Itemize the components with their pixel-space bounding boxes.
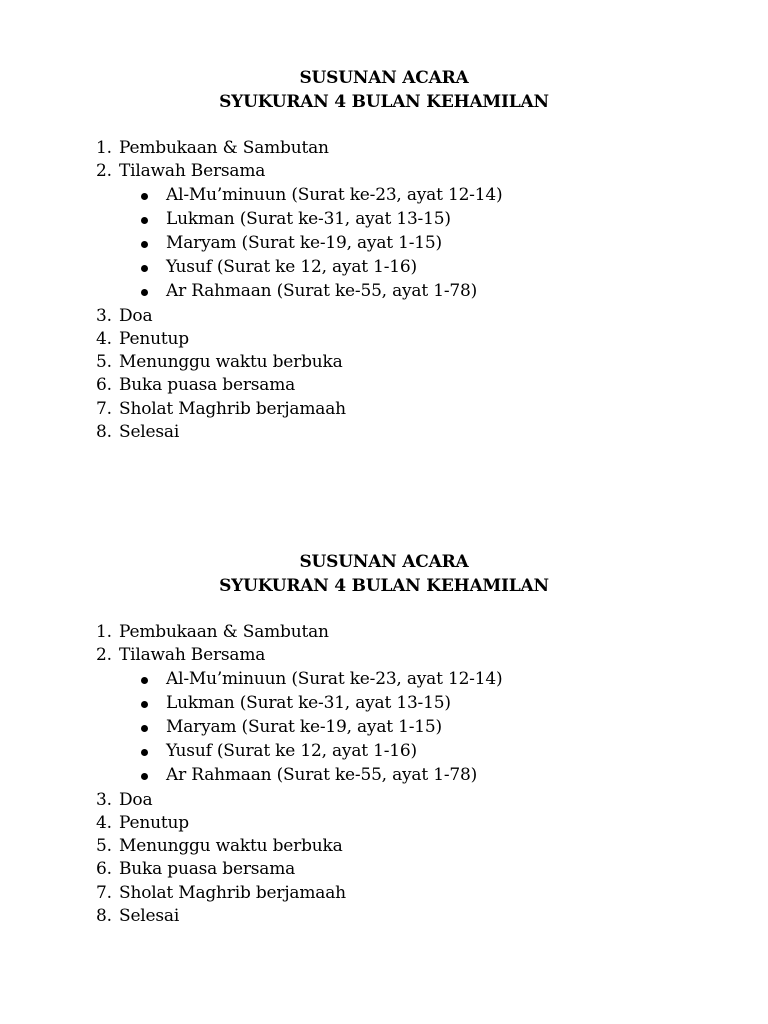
agenda-block-2 <box>0 550 768 928</box>
sub-list-item <box>0 716 768 740</box>
list-item <box>0 858 768 881</box>
item-text: Doa <box>119 789 153 810</box>
sub-list-item <box>0 232 768 256</box>
agenda-block-1 <box>0 66 768 444</box>
sub-item-text: Ar Rahmaan (Surat ke-55, ayat 1-78) <box>166 281 478 302</box>
list-item <box>0 374 768 397</box>
item-text: Menunggu waktu berbuka <box>119 836 343 857</box>
item-number: 2. <box>96 161 112 182</box>
sub-list-item <box>0 208 768 232</box>
item-text: Selesai <box>119 906 180 927</box>
item-text: Doa <box>119 305 153 326</box>
item-number: 6. <box>96 375 112 396</box>
agenda-list <box>0 137 768 444</box>
sub-list-item <box>0 740 768 764</box>
item-text: Menunggu waktu berbuka <box>119 352 343 373</box>
item-text: Selesai <box>119 422 180 443</box>
list-item <box>0 398 768 421</box>
list-item <box>0 835 768 858</box>
sub-list-item <box>0 184 768 208</box>
list-item <box>0 882 768 905</box>
item-text: Penutup <box>119 328 189 349</box>
item-number: 3. <box>96 305 112 326</box>
item-text: Tilawah Bersama <box>119 645 266 666</box>
agenda-subtitle: SYUKURAN 4 BULAN KEHAMILAN <box>219 92 549 112</box>
list-item <box>0 351 768 374</box>
agenda-title: SUSUNAN ACARA <box>299 552 469 572</box>
item-text: Penutup <box>119 812 189 833</box>
item-text: Buka puasa bersama <box>119 859 296 880</box>
item-number: 8. <box>96 422 112 443</box>
agenda-title: SUSUNAN ACARA <box>299 68 469 88</box>
item-number: 2. <box>96 645 112 666</box>
item-number: 6. <box>96 859 112 880</box>
list-item <box>0 421 768 444</box>
sub-list-item <box>0 764 768 788</box>
sub-item-text: Yusuf (Surat ke 12, ayat 1-16) <box>166 257 417 278</box>
list-item <box>0 789 768 812</box>
list-item <box>0 621 768 644</box>
item-text: Tilawah Bersama <box>119 161 266 182</box>
item-number: 7. <box>96 882 112 903</box>
list-item <box>0 812 768 835</box>
sub-item-text: Lukman (Surat ke-31, ayat 13-15) <box>166 692 451 713</box>
sub-list-item <box>0 280 768 304</box>
item-number: 4. <box>96 812 112 833</box>
item-number: 1. <box>96 138 112 158</box>
agenda-list <box>0 621 768 928</box>
sub-item-text: Al-Mu’minuun (Surat ke-23, ayat 12-14) <box>166 668 503 689</box>
list-item <box>0 305 768 328</box>
item-text: Sholat Maghrib berjamaah <box>119 398 346 419</box>
list-item <box>0 644 768 667</box>
item-number: 5. <box>96 836 112 857</box>
list-item <box>0 328 768 351</box>
item-text: Sholat Maghrib berjamaah <box>119 882 346 903</box>
sub-list-item <box>0 668 768 692</box>
item-number: 5. <box>96 352 112 373</box>
sub-list-item <box>0 692 768 716</box>
sub-item-text: Yusuf (Surat ke 12, ayat 1-16) <box>166 741 417 762</box>
list-item <box>0 160 768 183</box>
item-number: 4. <box>96 328 112 349</box>
item-text: Buka puasa bersama <box>119 375 296 396</box>
item-number: 3. <box>96 789 112 810</box>
item-text: Pembukaan & Sambutan <box>119 138 329 158</box>
item-text: Pembukaan & Sambutan <box>119 622 329 642</box>
item-number: 7. <box>96 398 112 419</box>
item-number: 1. <box>96 622 112 642</box>
sub-item-text: Maryam (Surat ke-19, ayat 1-15) <box>166 232 442 253</box>
sub-list-item <box>0 256 768 280</box>
sub-item-text: Lukman (Surat ke-31, ayat 13-15) <box>166 208 451 229</box>
sub-item-text: Ar Rahmaan (Surat ke-55, ayat 1-78) <box>166 765 478 786</box>
item-number: 8. <box>96 906 112 927</box>
list-item <box>0 905 768 928</box>
sub-item-text: Maryam (Surat ke-19, ayat 1-15) <box>166 716 442 737</box>
list-item <box>0 137 768 160</box>
sub-item-text: Al-Mu’minuun (Surat ke-23, ayat 12-14) <box>166 184 503 205</box>
agenda-subtitle: SYUKURAN 4 BULAN KEHAMILAN <box>219 576 549 596</box>
